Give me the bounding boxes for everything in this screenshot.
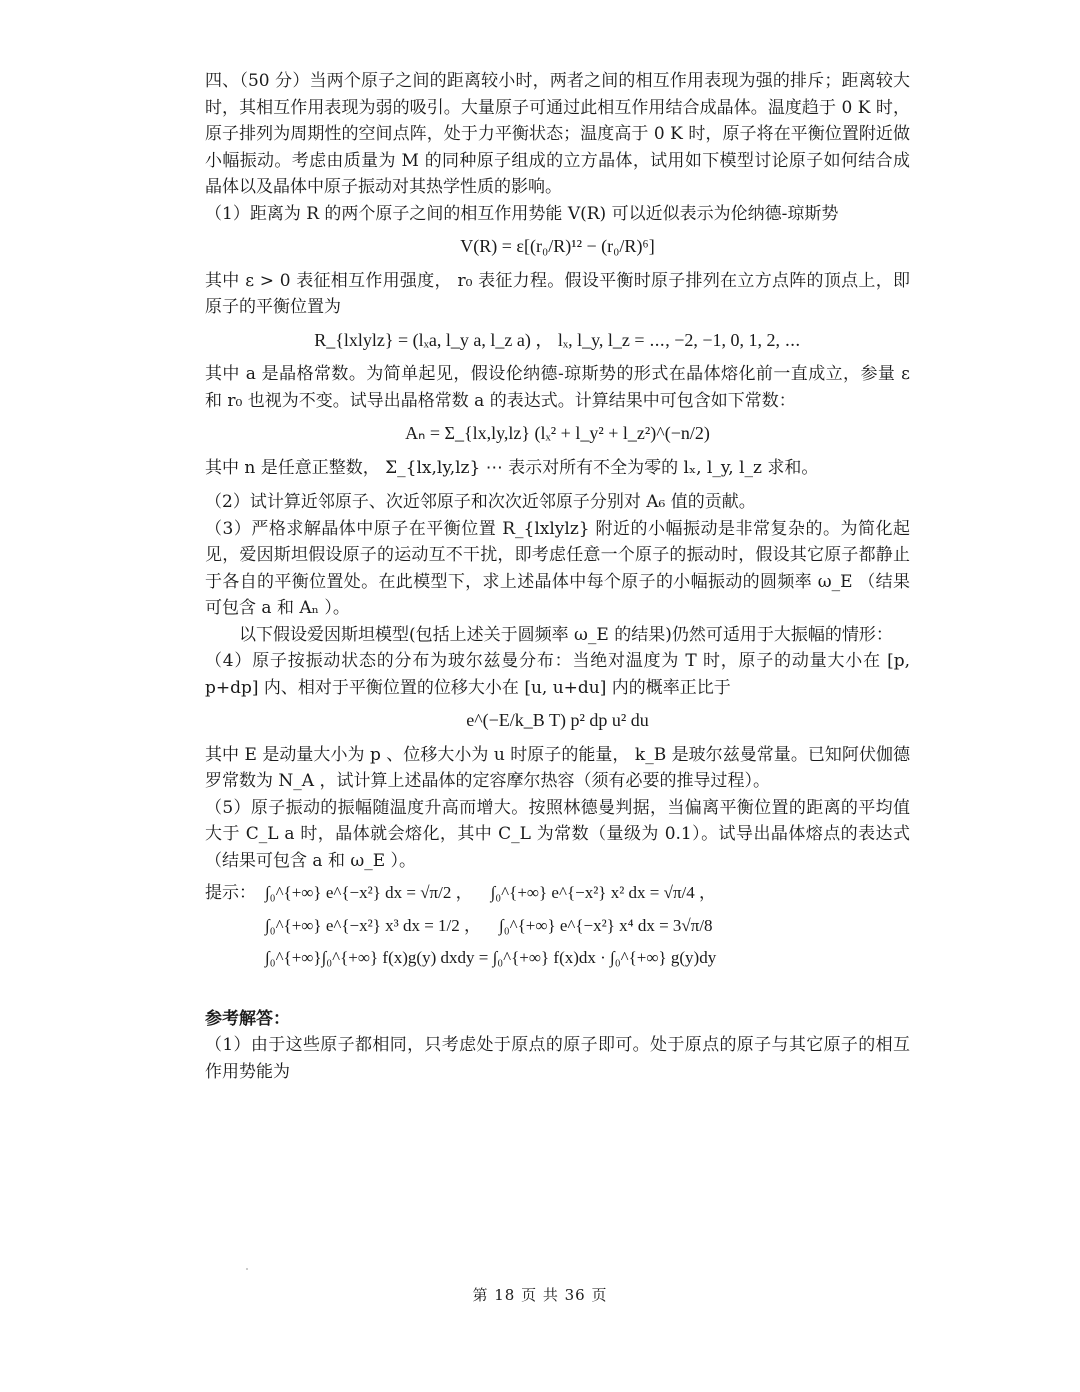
part1-text-b: 其中 a 是晶格常数。为简单起见，假设伦纳德-琼斯势的形式在晶体熔化前一直成立，参量 ε 和 r₀ 也视为不变。试导出晶格常数 a 的表达式。计算结果中可包含如下常数：: [205, 364, 910, 411]
hint-equation-4: ∫₀^{+∞} e^{−x²} x⁴ dx = 3√π/8: [499, 915, 713, 935]
hint-equation-1: ∫₀^{+∞} e^{−x²} dx = √π/2 ，: [265, 883, 473, 902]
hint-equation-5: ∫₀^{+∞}∫₀^{+∞} f(x)g(y) dxdy = ∫₀^{+∞} f(x)dx · ∫₀^{+∞} g(y)dy: [265, 948, 717, 967]
part1-text-a: 其中 ε > 0 表征相互作用强度， r₀ 表征力程。假设平衡时原子排列在立方点阵的顶点上，即原子的平衡位置为: [205, 270, 910, 317]
hint-equation-2: ∫₀^{+∞} e^{−x²} x² dx = √π/4 ，: [490, 883, 717, 902]
hint-row: [205, 880, 910, 907]
hint-row-2: [205, 913, 910, 940]
hint-equation-3: ∫₀^{+∞} e^{−x²} x³ dx = 1/2 ，: [265, 915, 482, 935]
part1-text-c: 其中 n 是任意正整数， Σ_{lx,ly,lz} ⋯ 表示对所有不全为零的 lₓ, l_y, l_z 求和。: [205, 457, 819, 478]
page-footer: 第 18 页 共 36 页: [472, 1286, 608, 1304]
part2: （2）试计算近邻原子、次近邻原子和次次近邻原子分别对 A₆ 值的贡献。: [205, 492, 756, 512]
lattice-equation: R_{lxlylz} = (lₓa, l_y a, l_z a) ， lₓ, l_y, l_z = ⋯, −2, −1, 0, 1, 2, ⋯: [314, 329, 801, 350]
boltzmann-equation: e^(−E/k_B T) p² dp u² du: [466, 710, 649, 730]
einstein-note: 以下假设爱因斯坦模型(包括上述关于圆频率 ω_E 的结果)仍然可适用于大振幅的情形：: [239, 624, 893, 645]
answer-part1: （1）由于这些原子都相同，只考虑处于原点的原子即可。处于原点的原子与其它原子的相互作用势能为: [205, 1035, 910, 1082]
An-equation: Aₙ = Σ_{lx,ly,lz} (lₓ² + l_y² + l_z²)^(−n/2): [405, 423, 710, 443]
hint-label: 提示：: [205, 883, 256, 903]
answer-heading: 参考解答：: [205, 1008, 290, 1029]
part1-intro: （1）距离为 R 的两个原子之间的相互作用势能 V(R) 可以近似表示为伦纳德-琼斯势: [205, 203, 839, 224]
scan-speck: [246, 1268, 248, 1270]
lennard-jones-equation: V(R) = ε[(r₀/R)¹² − (r₀/R)⁶]: [460, 236, 655, 256]
part5: （5）原子振动的振幅随温度升高而增大。按照林德曼判据，当偏离平衡位置的距离的平均值大于 C_L a 时，晶体就会熔化，其中 C_L 为常数（量级为 0.1）。试导出晶体熔点的表达式（结果可包含 a 和 ω_E ）。: [205, 797, 910, 871]
part3: （3）严格求解晶体中原子在平衡位置 R_{lxlylz} 附近的小幅振动是非常复杂的。为简化起见，爱因斯坦假设原子的运动互不干扰，即考虑任意一个原子的振动时，假设其它原子都静止于各自的平衡位置处。在此模型下，求上述晶体中每个原子的小幅振动的圆频率 ω_E （结果可包含 a 和 Aₙ ）。: [205, 518, 910, 618]
problem-intro: 四、（50 分）当两个原子之间的距离较小时，两者之间的相互作用表现为强的排斥；距离较大时，其相互作用表现为弱的吸引。大量原子可通过此相互作用结合成晶体。温度趋于 0 K 时，原子排列为周期性的空间点阵，处于力平衡状态；温度高于 0 K 时，原子将在平衡位置附近做小幅振动。考虑由质量为 M 的同种原子组成的立方晶体，试用如下模型讨论原子如何结合成晶体以及晶体中原子振动对其热学性质的影响。: [205, 71, 910, 197]
part4-a: （4）原子按振动状态的分布为玻尔兹曼分布：当绝对温度为 T 时，原子的动量大小在 [p, p+dp] 内、相对于平衡位置的位移大小在 [u, u+du] 内的概率正比于: [205, 651, 910, 698]
document-page: [205, 68, 910, 1085]
part4-b: 其中 E 是动量大小为 p 、位移大小为 u 时原子的能量， k_B 是玻尔兹曼常量。已知阿伏伽德罗常数为 N_A ，试计算上述晶体的定容摩尔热容（须有必要的推导过程）。: [205, 744, 910, 791]
